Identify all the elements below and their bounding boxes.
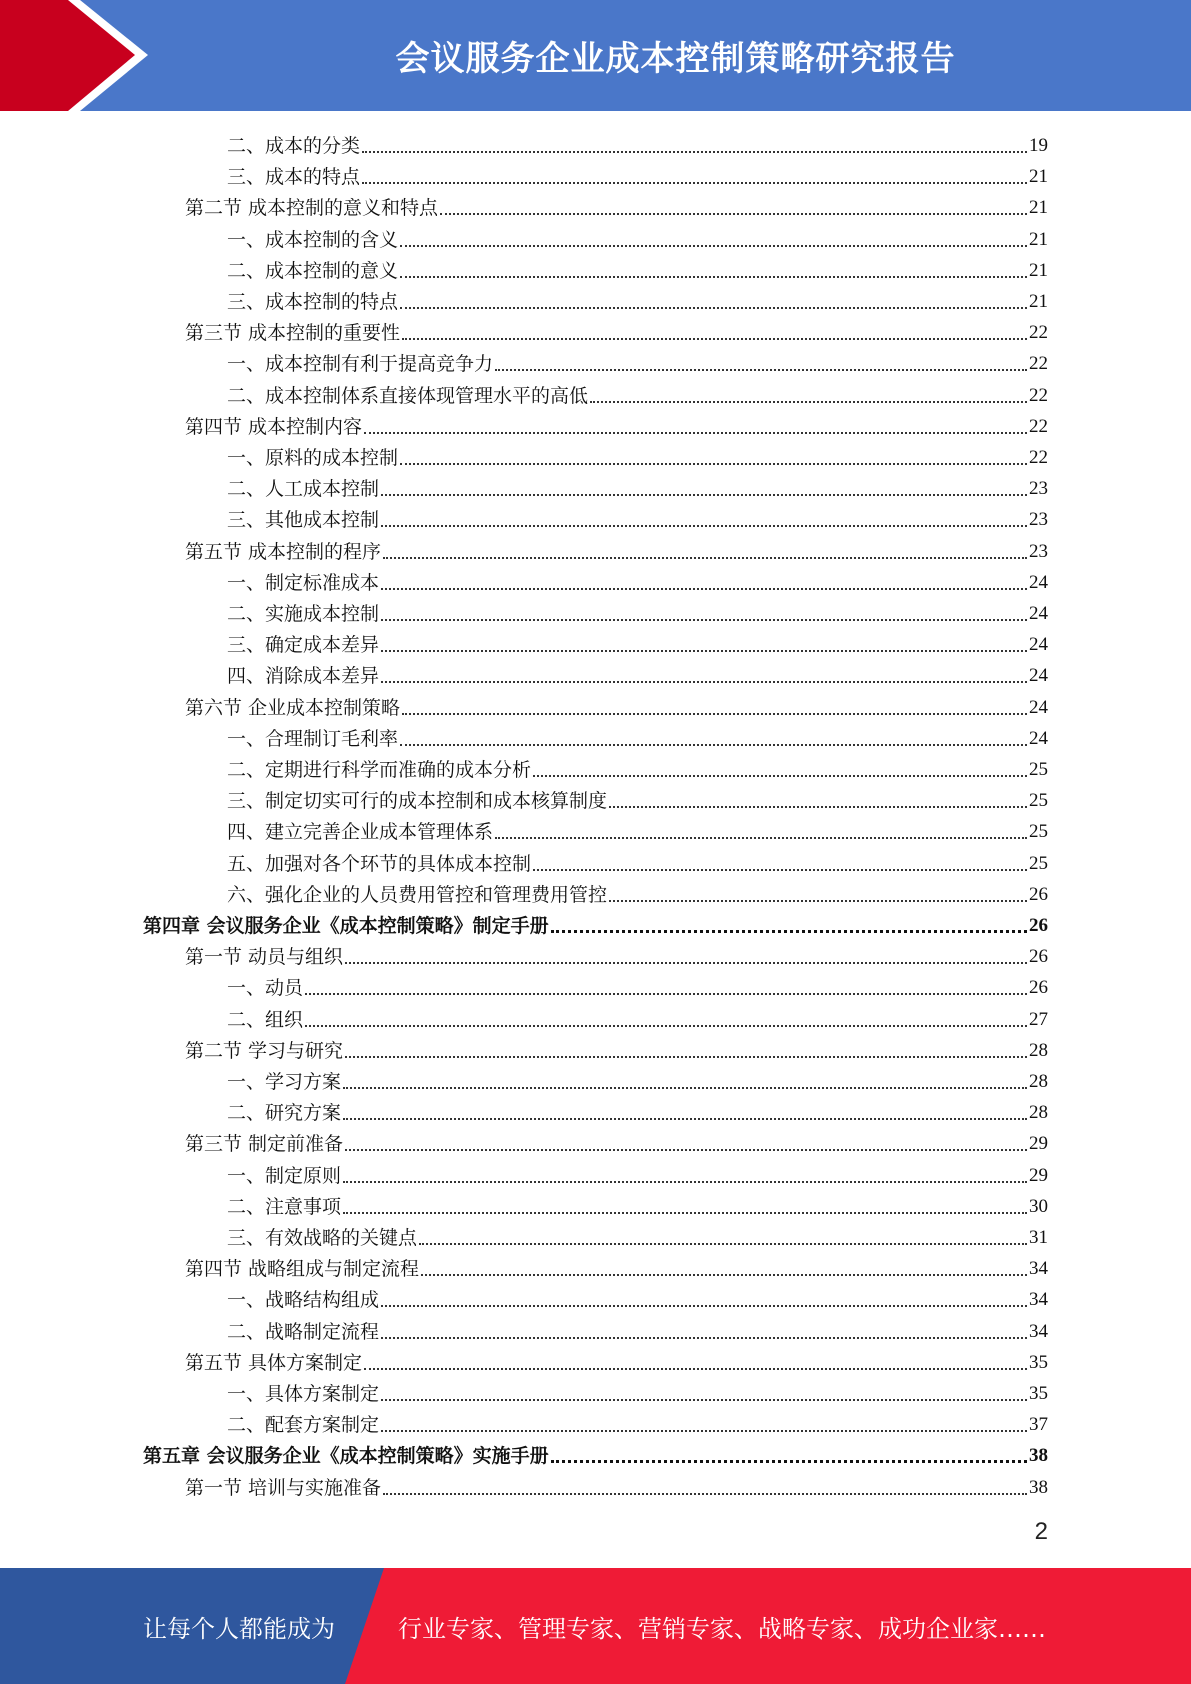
toc-dot-leader xyxy=(362,151,1027,153)
toc-page-number: 21 xyxy=(1029,197,1048,219)
toc-dot-leader xyxy=(533,775,1027,777)
toc-entry-level-3[interactable] xyxy=(227,565,1048,596)
toc-entry-level-3[interactable] xyxy=(227,658,1048,689)
toc-dot-leader xyxy=(305,1025,1027,1027)
toc-page-number: 28 xyxy=(1029,1039,1048,1061)
footer-slogan-left: 让每个人都能成为 xyxy=(143,1614,335,1643)
toc-page-number: 34 xyxy=(1029,1320,1048,1342)
toc-entry-level-3[interactable] xyxy=(227,253,1048,284)
toc-page-number: 21 xyxy=(1029,166,1048,188)
toc-page-number: 38 xyxy=(1029,1476,1048,1498)
toc-dot-leader xyxy=(343,1118,1027,1120)
toc-entry-level-2[interactable] xyxy=(185,1251,1048,1282)
toc-entry-level-3[interactable] xyxy=(227,846,1048,877)
toc-dot-leader xyxy=(381,650,1027,652)
toc-entry-level-3[interactable] xyxy=(227,222,1048,253)
page-header xyxy=(0,0,1191,111)
toc-entry-level-3[interactable] xyxy=(227,1407,1048,1438)
page-footer xyxy=(0,1568,1191,1684)
toc-entry-level-3[interactable] xyxy=(227,346,1048,377)
toc-page-number: 29 xyxy=(1029,1164,1048,1186)
toc-page-number: 24 xyxy=(1029,634,1048,656)
toc-entry-level-3[interactable] xyxy=(227,1376,1048,1407)
toc-entry-title: 一、合理制订毛利率 xyxy=(227,727,399,750)
toc-dot-leader xyxy=(421,1274,1027,1276)
toc-entry-level-2[interactable] xyxy=(185,409,1048,440)
toc-entry-title: 第一节 动员与组织 xyxy=(185,946,344,969)
toc-entry-level-3[interactable] xyxy=(227,877,1048,908)
toc-entry-level-3[interactable] xyxy=(227,627,1048,658)
toc-dot-leader xyxy=(383,1493,1027,1495)
toc-page-number: 19 xyxy=(1029,135,1048,156)
toc-entry-title: 四、消除成本差异 xyxy=(227,665,380,688)
toc-dot-leader xyxy=(590,401,1027,403)
toc-entry-title: 二、成本的分类 xyxy=(227,135,361,157)
toc-page-number: 24 xyxy=(1029,727,1048,749)
toc-entry-level-3[interactable] xyxy=(227,1282,1048,1313)
toc-dot-leader xyxy=(305,993,1027,995)
toc-page-number: 28 xyxy=(1029,1071,1048,1092)
toc-entry-title: 第六节 企业成本控制策略 xyxy=(185,696,401,719)
toc-entry-title: 二、组织 xyxy=(227,1008,304,1031)
toc-page-number: 25 xyxy=(1029,852,1048,874)
toc-entry-title: 一、学习方案 xyxy=(227,1071,342,1093)
toc-page-number: 25 xyxy=(1029,821,1048,843)
toc-page-number: 23 xyxy=(1029,540,1048,562)
toc-entry-title: 四、建立完善企业成本管理体系 xyxy=(227,821,494,844)
toc-entry-title: 第二节 成本控制的意义和特点 xyxy=(185,197,439,220)
toc-entry-level-3[interactable] xyxy=(227,721,1048,752)
toc-page-number: 26 xyxy=(1029,915,1048,936)
footer-slogan-right: 行业专家、管理专家、营销专家、战略专家、成功企业家…… xyxy=(398,1614,1046,1643)
toc-dot-leader xyxy=(440,213,1027,215)
toc-entry-level-3[interactable] xyxy=(227,378,1048,409)
toc-entry-title: 三、确定成本差异 xyxy=(227,634,380,657)
toc-entry-title: 一、动员 xyxy=(227,977,304,1000)
toc-entry-title: 二、成本控制的意义 xyxy=(227,259,399,282)
toc-entry-level-2[interactable] xyxy=(185,1126,1048,1157)
toc-page-number: 22 xyxy=(1029,353,1048,375)
toc-page-number: 26 xyxy=(1029,977,1048,999)
toc-dot-leader xyxy=(364,432,1027,434)
toc-entry-title: 二、成本控制体系直接体现管理水平的高低 xyxy=(227,384,589,407)
toc-dot-leader xyxy=(400,276,1027,278)
toc-page-number: 24 xyxy=(1029,696,1048,718)
toc-entry-level-3[interactable] xyxy=(227,752,1048,783)
toc-entry-title: 一、成本控制的含义 xyxy=(227,228,399,251)
toc-entry-level-2[interactable] xyxy=(185,534,1048,565)
toc-entry-title: 第五节 具体方案制定 xyxy=(185,1351,363,1374)
toc-entry-level-3[interactable] xyxy=(227,440,1048,471)
toc-entry-level-2[interactable] xyxy=(185,190,1048,221)
toc-page-number: 26 xyxy=(1029,946,1048,968)
toc-entry-title: 三、成本控制的特点 xyxy=(227,291,399,313)
toc-page-number: 37 xyxy=(1029,1414,1048,1436)
toc-entry-title: 一、成本控制有利于提高竞争力 xyxy=(227,353,494,376)
toc-dot-leader xyxy=(402,338,1027,340)
toc-dot-leader xyxy=(343,1212,1027,1214)
toc-dot-leader xyxy=(551,1460,1027,1463)
toc-entry-level-3[interactable] xyxy=(227,1220,1048,1251)
toc-dot-leader xyxy=(381,681,1027,683)
toc-dot-leader xyxy=(400,463,1027,465)
toc-entry-title: 第一节 培训与实施准备 xyxy=(185,1476,382,1499)
toc-dot-leader xyxy=(381,1337,1027,1339)
toc-page-number: 30 xyxy=(1029,1195,1048,1217)
toc-dot-leader xyxy=(400,245,1027,247)
toc-entry-title: 一、制定标准成本 xyxy=(227,571,380,594)
toc-page-number: 27 xyxy=(1029,1008,1048,1030)
toc-entry-level-3[interactable] xyxy=(227,1158,1048,1189)
toc-dot-leader xyxy=(495,369,1027,371)
toc-page-number: 34 xyxy=(1029,1258,1048,1280)
toc-page-number: 35 xyxy=(1029,1351,1048,1373)
toc-page-number: 24 xyxy=(1029,665,1048,687)
toc-entry-title: 三、有效战略的关键点 xyxy=(227,1227,418,1249)
toc-entry-level-1[interactable] xyxy=(143,908,1048,939)
toc-entry-level-3[interactable] xyxy=(227,1095,1048,1126)
toc-dot-leader xyxy=(343,1087,1027,1089)
toc-page-number: 35 xyxy=(1029,1383,1048,1404)
toc-page-number: 24 xyxy=(1029,571,1048,593)
toc-page-number: 21 xyxy=(1029,228,1048,250)
toc-entry-level-3[interactable] xyxy=(227,814,1048,845)
toc-dot-leader xyxy=(364,1368,1027,1370)
toc-entry-level-3[interactable] xyxy=(227,1002,1048,1033)
toc-page-number: 23 xyxy=(1029,478,1048,500)
toc-dot-leader xyxy=(345,962,1027,964)
toc-entry-title: 二、实施成本控制 xyxy=(227,603,380,625)
toc-entry-title: 六、强化企业的人员费用管控和管理费用管控 xyxy=(227,883,608,906)
toc-entry-level-3[interactable] xyxy=(227,596,1048,627)
toc-entry-title: 二、定期进行科学而准确的成本分析 xyxy=(227,759,532,781)
toc-entry-level-2[interactable] xyxy=(185,1033,1048,1064)
toc-dot-leader xyxy=(381,1430,1027,1432)
toc-entry-title: 三、成本的特点 xyxy=(227,166,361,189)
header-arrow-decoration xyxy=(0,0,150,111)
toc-dot-leader xyxy=(381,1399,1027,1401)
toc-page-number: 25 xyxy=(1029,790,1048,812)
toc-entry-level-2[interactable] xyxy=(185,690,1048,721)
toc-dot-leader xyxy=(419,1243,1027,1245)
toc-entry-title: 一、制定原则 xyxy=(227,1164,342,1187)
toc-entry-level-3[interactable] xyxy=(227,471,1048,502)
toc-page-number: 38 xyxy=(1029,1445,1048,1467)
toc-entry-title: 第四节 成本控制内容 xyxy=(185,415,363,438)
toc-entry-level-3[interactable] xyxy=(227,1189,1048,1220)
toc-page-number: 25 xyxy=(1029,759,1048,780)
toc-dot-leader xyxy=(400,307,1027,309)
toc-entry-level-2[interactable] xyxy=(185,939,1048,970)
toc-entry-level-2[interactable] xyxy=(185,1470,1048,1501)
toc-dot-leader xyxy=(551,930,1027,933)
toc-entry-title: 二、战略制定流程 xyxy=(227,1320,380,1343)
toc-entry-title: 二、研究方案 xyxy=(227,1102,342,1125)
report-title: 会议服务企业成本控制策略研究报告 xyxy=(395,39,956,79)
toc-page-number: 21 xyxy=(1029,291,1048,312)
toc-entry-title: 第五章 会议服务企业《成本控制策略》实施手册 xyxy=(143,1445,549,1468)
toc-entry-title: 五、加强对各个环节的具体成本控制 xyxy=(227,852,532,875)
toc-dot-leader xyxy=(533,869,1027,871)
toc-page-number: 22 xyxy=(1029,415,1048,437)
toc-page-number: 24 xyxy=(1029,603,1048,624)
toc-entry-title: 第三节 成本控制的重要性 xyxy=(185,322,401,345)
toc-dot-leader xyxy=(381,588,1027,590)
toc-entry-title: 一、具体方案制定 xyxy=(227,1383,380,1405)
toc-dot-leader xyxy=(381,619,1027,621)
toc-dot-leader xyxy=(345,1149,1027,1151)
toc-entry-level-3[interactable] xyxy=(227,970,1048,1001)
toc-entry-title: 第五节 成本控制的程序 xyxy=(185,540,382,563)
toc-entry-level-3[interactable] xyxy=(227,1064,1048,1095)
page-number: 2 xyxy=(1034,1518,1048,1545)
toc-dot-leader xyxy=(609,806,1027,808)
toc-entry-level-3[interactable] xyxy=(227,128,1048,159)
toc-entry-level-2[interactable] xyxy=(185,1345,1048,1376)
toc-entry-level-1[interactable] xyxy=(143,1438,1048,1469)
toc-entry-title: 二、人工成本控制 xyxy=(227,478,380,501)
toc-dot-leader xyxy=(381,1305,1027,1307)
toc-entry-title: 第二节 学习与研究 xyxy=(185,1039,344,1062)
toc-page-number: 29 xyxy=(1029,1133,1048,1155)
toc-entry-title: 二、配套方案制定 xyxy=(227,1414,380,1437)
toc-entry-level-3[interactable] xyxy=(227,783,1048,814)
toc-dot-leader xyxy=(381,494,1027,496)
toc-entry-title: 第四节 战略组成与制定流程 xyxy=(185,1258,420,1281)
toc-page-number: 26 xyxy=(1029,883,1048,905)
toc-page-number: 22 xyxy=(1029,322,1048,344)
toc-entry-title: 三、其他成本控制 xyxy=(227,509,380,532)
toc-entry-title: 一、战略结构组成 xyxy=(227,1289,380,1312)
toc-page-number: 21 xyxy=(1029,259,1048,281)
toc-page-number: 31 xyxy=(1029,1227,1048,1248)
toc-page-number: 22 xyxy=(1029,447,1048,468)
toc-dot-leader xyxy=(381,525,1027,527)
toc-entry-title: 第三节 制定前准备 xyxy=(185,1133,344,1156)
toc-entry-level-3[interactable] xyxy=(227,159,1048,190)
toc-dot-leader xyxy=(495,837,1027,839)
toc-dot-leader xyxy=(345,1056,1027,1058)
toc-dot-leader xyxy=(609,900,1027,902)
toc-entry-level-2[interactable] xyxy=(185,315,1048,346)
toc-entry-level-3[interactable] xyxy=(227,1314,1048,1345)
toc-page-number: 34 xyxy=(1029,1289,1048,1311)
toc-entry-level-3[interactable] xyxy=(227,284,1048,315)
toc-entry-title: 一、原料的成本控制 xyxy=(227,447,399,469)
toc-dot-leader xyxy=(402,713,1027,715)
toc-dot-leader xyxy=(362,182,1027,184)
toc-entry-title: 二、注意事项 xyxy=(227,1195,342,1218)
toc-dot-leader xyxy=(383,557,1027,559)
toc-entry-title: 第四章 会议服务企业《成本控制策略》制定手册 xyxy=(143,915,549,937)
toc-dot-leader xyxy=(343,1181,1027,1183)
toc-entry-level-3[interactable] xyxy=(227,502,1048,533)
toc-page-number: 28 xyxy=(1029,1102,1048,1124)
toc-entry-title: 三、制定切实可行的成本控制和成本核算制度 xyxy=(227,790,608,813)
toc-page-number: 23 xyxy=(1029,509,1048,531)
toc-page-number: 22 xyxy=(1029,384,1048,406)
toc-dot-leader xyxy=(400,744,1027,746)
